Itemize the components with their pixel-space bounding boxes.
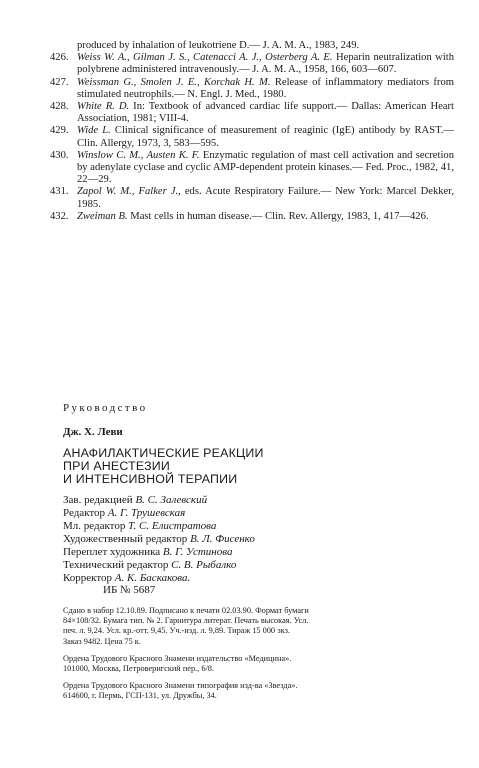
staff-role: Мл. редактор <box>63 520 126 532</box>
reference-item <box>50 211 454 223</box>
reference-number <box>50 40 77 52</box>
staff-role: Редактор <box>63 507 106 519</box>
reference-number: 431. <box>50 186 69 198</box>
printer-line: Ордена Трудового Красного Знамени типография изд-ва «Звезда». <box>63 681 298 691</box>
publisher-line: 101000, Москва, Петроверигский пер., 6/8. <box>63 664 214 674</box>
reference-authors: Wide L. <box>77 125 111 137</box>
reference-text: Clinical significance of measurement of reaginic (IgE) antibody by RAST.— Clin. Allergy, 1973, 3, 583—595. <box>77 125 454 149</box>
staff-name: В. Г. Устинова <box>162 546 233 558</box>
staff-entry <box>63 520 453 533</box>
book-title-line: АНАФИЛАКТИЧЕСКИЕ РЕАКЦИИ <box>63 446 264 460</box>
reference-item <box>50 52 454 76</box>
reference-authors: Zweiman B. <box>77 210 128 222</box>
book-title <box>63 447 453 487</box>
printer-line: 614600, г. Пермь, ГСП-131, ул. Дружбы, 34. <box>63 691 217 701</box>
reference-authors: White R. D. <box>77 101 130 113</box>
reference-authors: Weiss W. A., Gilman J. S., Catenacci A. J., Osterberg A. E. <box>77 52 333 64</box>
reference-text: eds. Acute Respiratory Failure.— New York: Marcel Dekker, 1985. <box>77 186 454 210</box>
print-line: 84×108/32. Бумага тип. № 2. Гарнитура литерат. Печать высокая. Усл. <box>63 616 309 626</box>
reference-item <box>50 40 454 52</box>
publisher-line: Ордена Трудового Красного Знамени издательство «Медицина». <box>63 653 292 663</box>
reference-list <box>50 40 454 223</box>
book-genre: Руководство <box>63 402 148 414</box>
reference-authors: Zapol W. M., Falker J., <box>77 186 181 198</box>
reference-number: 429. <box>50 125 69 137</box>
reference-authors: Winslow C. M., Austen K. F. <box>77 149 200 161</box>
staff-name: В. С. Залевский <box>135 494 208 506</box>
reference-item <box>50 101 454 125</box>
staff-entry <box>63 546 453 559</box>
editorial-staff <box>63 494 453 585</box>
reference-number: 430. <box>50 149 69 161</box>
reference-item <box>50 186 454 210</box>
book-author: Дж. Х. Леви <box>63 426 123 438</box>
staff-role: Корректор <box>63 572 113 584</box>
reference-authors: Weissman G., Smolen J. E., Korchak H. M. <box>77 76 271 88</box>
staff-name: А. К. Баскакова. <box>114 572 191 584</box>
staff-entry <box>63 494 453 507</box>
staff-entry <box>63 533 453 546</box>
reference-number: 428. <box>50 101 69 113</box>
reference-item <box>50 125 454 149</box>
reference-text: Heparin neutralization with polybrene administered intravenously.— J. A. M. A., 1958, 166, 603—607. <box>77 52 454 76</box>
staff-entry <box>63 559 453 572</box>
reference-text: produced by inhalation of leukotriene D.— J. A. M. A., 1983, 249. <box>77 40 360 51</box>
print-line: печ. л. 9,24. Усл. кр.-отт. 9,45. Уч.-изд. л. 9,89. Тираж 15 000 экз. <box>63 626 290 636</box>
reference-number: 427. <box>50 76 69 88</box>
staff-role: Переплет художника <box>63 546 161 558</box>
reference-text: Release of inflammatory mediators from stimulated neutrophils.— N. Engl. J. Med., 1980. <box>77 76 455 100</box>
reference-item <box>50 150 454 187</box>
print-details <box>63 606 415 702</box>
ib-number: ИБ № 5687 <box>103 584 156 596</box>
print-line: Заказ 9482. Цена 75 к. <box>63 636 141 646</box>
book-title-line: ПРИ АНЕСТЕЗИИ <box>63 459 170 474</box>
staff-name: А. Г. Трушевская <box>107 507 186 519</box>
reference-text: In: Textbook of advanced cardiac life support.— Dallas: American Heart Association, 1981; VIII-4. <box>77 101 454 125</box>
reference-text: Enzymatic regulation of mast cell activation and secretion by adenylate cyclase and cyclic AMP-dependent protein kinases.— Fed. Proc., 1982, 41, 22—29. <box>77 149 454 186</box>
staff-entry <box>63 507 453 520</box>
staff-name: С. В. Рыбалко <box>171 559 237 571</box>
book-title-line: И ИНТЕНСИВНОЙ ТЕРАПИИ <box>63 472 238 487</box>
reference-number: 426. <box>50 52 69 64</box>
staff-role: Технический редактор <box>63 559 169 571</box>
staff-name: В. Л. Фисенко <box>190 533 255 545</box>
staff-role: Художественный редактор <box>63 533 188 545</box>
reference-text: Mast cells in human disease.— Clin. Rev. Allergy, 1983, 1, 417—426. <box>130 210 429 222</box>
staff-role: Зав. редакцией <box>63 494 133 506</box>
reference-number: 432. <box>50 210 69 222</box>
staff-name: Т. С. Елистратова <box>128 520 217 532</box>
reference-item <box>50 77 454 101</box>
print-line: Сдано в набор 12.10.89. Подписано к печати 02.03.90. Формат бумаги <box>63 606 309 615</box>
